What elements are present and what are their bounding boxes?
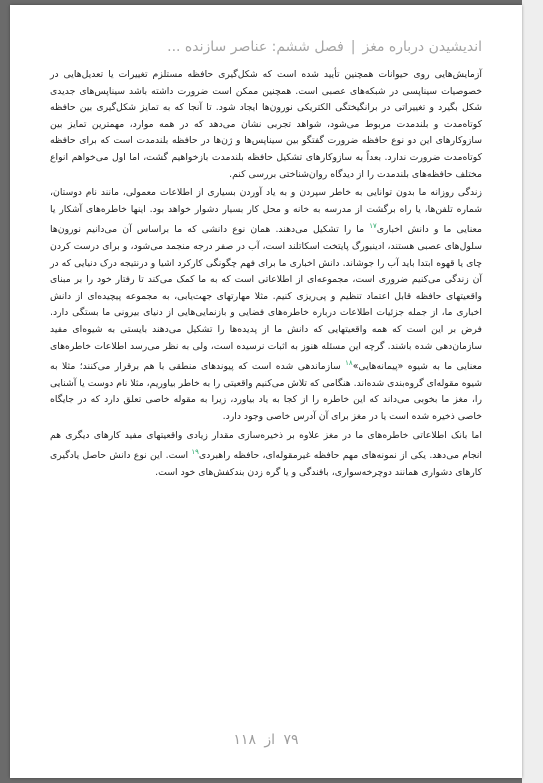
- header-separator: |: [350, 39, 356, 55]
- current-page-number: ۷۹: [283, 732, 299, 748]
- body-paragraph: [50, 185, 482, 426]
- paragraph-text: زندگی روزانه ما بدون توانایی به خاطر سپردن و به یاد آوردن بسیاری از اطلاعات معمولی، مانند نام دوستان، شماره تلفن‌ها، یا راه برگشت از مدرسه به خانه و محل کار بسیار دشوار خواهد بود. اینها خاطره‌های آشکار یا معنایی ما و دانش اخباری: [50, 187, 482, 236]
- chapter-title: فصل ششم: عناصر سازنده ...: [167, 39, 344, 55]
- footnote-reference-link[interactable]: ۱۹: [191, 448, 199, 457]
- book-title: اندیشیدن درباره مغز: [362, 39, 482, 55]
- body-paragraph: [50, 428, 482, 482]
- paragraph-text: اما بانک اطلاعاتی خاطره‌های ما در مغز علاوه بر ذخیره‌سازی مقدار زیادی واقعیتهای مفید کارهای دیگری هم انجام می‌دهد. یکی از نمونه‌های مهم حافظه غیرمقوله‌ای، حافظه راهبردی: [50, 429, 482, 462]
- page-number: [10, 732, 522, 748]
- paragraph-text: سازماندهی شده است که پیوندهای منطقی با هم برقرار می‌کنند؛ مثلا به شیوه مقوله‌ای گروه‌بندی شده‌اند. هنگامی که تلاش می‌کنیم واقعیتی را به خاطر بیاوریم، مثلا نام دوست یا آشنایی را، مغز ما بخوبی می‌داند که این خاطره را از کجا به یاد بیاورد، زیرا به مقوله خاصی تعلق دارد که در جایگاه خاصی ذخیره شده است یا در مغز برای آن آدرس خاصی وجود دارد.: [50, 361, 482, 423]
- footnote-reference-link[interactable]: ۱۷: [369, 222, 377, 231]
- paragraph-text: ما را تشکیل می‌دهند. همان نوع دانشی که ما براساس آن می‌دانیم نورون‌ها سلول‌های عصبی هستند، ادینبورگ پایتخت اسکاتلند است، آب در صفر درجه منجمد می‌شود، و برای درست کردن چای یا قهوه ابتدا باید آب را جوشاند. دانش اخباری ما برای فهم چگونگی کارکرد اشیا و درنتیجه درک دنیایی که در آن زندگی می‌کنیم ضروری است، مجموعه‌ای از اطلاعاتی است که به ما کمک می‌کند تا رفتار خود را بر مبنای واقعیتهای حافظه قابل اعتماد تنظیم و پی‌ریزی کنیم. مثلا مهارتهای جهت‌یابی، به مجموعه پیچیده‌ای از دانش اخباری ما، از جمله جزئیات اطلاعات درباره خاطره‌های فضایی و بازنمایی‌هایی از دنیای بیرونی ما بستگی دارد. فرض بر این است که همه واقعیتهایی که دانش ما از پدیده‌ها را تشکیل می‌دهند بایستی به شیوه‌ای مفید سازمان‌دهی شده باشند. گرچه این مسئله هنوز به اثبات نرسیده است، ولی به نظر می‌رسد اطلاعات خاطره‌های معنایی ما به شیوه «پیمانه‌هایی»: [50, 224, 482, 373]
- paragraph-text: است. این نوع دانش حاصل یادگیری کارهای دشواری همانند دوچرخه‌سواری، بافندگی و یا گره زدن بندکفش‌های خود است.: [50, 450, 482, 478]
- body-paragraph: [50, 67, 482, 183]
- footnote-reference-link[interactable]: ۱۸: [345, 359, 353, 368]
- page-of-label: از: [264, 732, 276, 748]
- book-page: [10, 5, 522, 778]
- paragraph-text: آزمایش‌هایی روی حیوانات همچنین تأیید شده است که شکل‌گیری حافظه مستلزم تغییرات یا تعدیل‌هایی در خصوصیات سیناپسی در شبکه‌های عصبی است. همچنین ممکن است ضرورت داشته باشد سیناپس‌های جدیدی شکل بگیرد و تغییراتی در برانگیختگی الکتریکی نورون‌ها ایجاد شود. تا آنجا که به تمایز شکل‌گیری بین حافظه کوتاه‌مدت و بلندمدت مربوط می‌شود، شواهد تجربی نشان می‌دهد که در همه موارد، مهمترین تمایز بین سازوکارهای این دو نوع حافظه ضرورت گفتگو بین سیناپس‌ها و ژن‌ها در حافظه بلندمدت است که برای حافظه کوتاه‌مدت ضرورت ندارد. بعداً به سازوکارهای تشکیل حافظه بلندمدت بازخواهیم گشت، اما اول می‌خواهم انواع مختلف حافظه‌های بلندمدت را از دیدگاه روان‌شناختی بررسی کنم.: [50, 69, 482, 180]
- running-header: [50, 39, 482, 55]
- page-body: [50, 67, 482, 484]
- viewer-scroll-gutter[interactable]: [522, 0, 543, 783]
- total-page-count: ۱۱۸: [233, 732, 256, 748]
